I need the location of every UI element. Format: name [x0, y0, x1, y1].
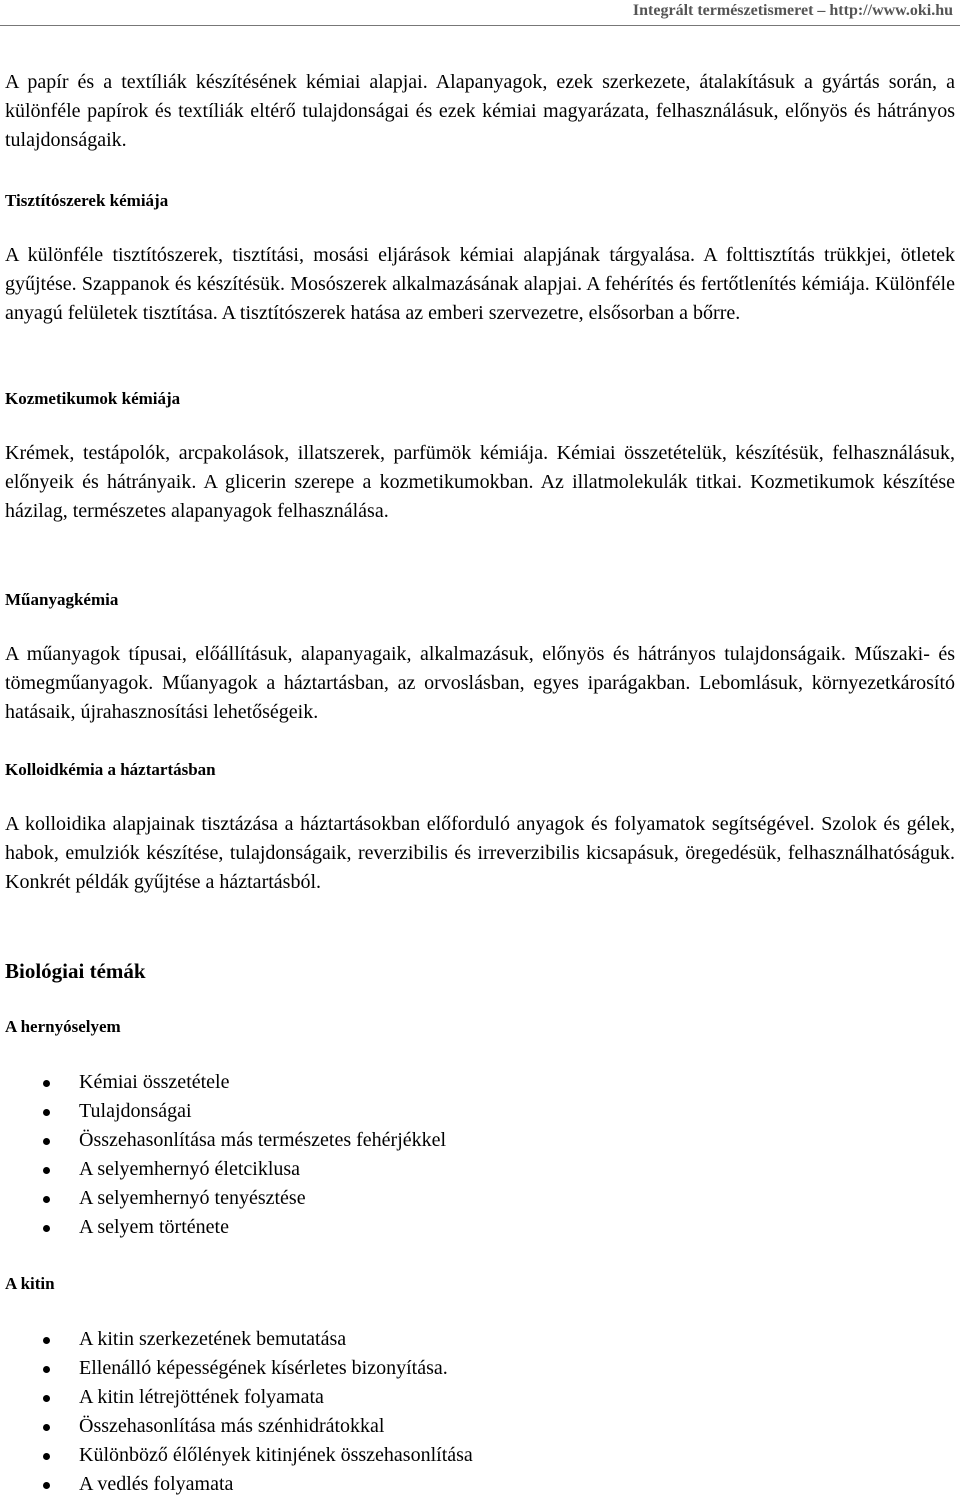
list-item: A selyemhernyó tenyésztése: [5, 1184, 955, 1213]
list-item: Különböző élőlények kitinjének összehasonlítása: [5, 1441, 955, 1470]
page-header: Integrált természetismeret – http://www.oki.hu: [632, 2, 953, 19]
subsection-heading-silk: A hernyóselyem: [5, 1017, 121, 1036]
list-item: A vedlés folyamata: [5, 1470, 955, 1499]
chitin-list: [5, 1325, 955, 1499]
list-item: A kitin szerkezetének bemutatása: [5, 1325, 955, 1354]
subsection-heading-chitin: A kitin: [5, 1274, 55, 1293]
intro-paragraph: A papír és a textíliák készítésének kémiai alapjai. Alapanyagok, ezek szerkezete, átalakításuk a gyártás során, a különféle papírok és textíliák eltérő tulajdonságai és ezek kémiai magyarázata, felhasználásuk, előnyös és hátrányos tulajdonságaik.: [5, 71, 955, 151]
list-item: A kitin létrejöttének folyamata: [5, 1383, 955, 1412]
section-paragraph-colloids: A kolloidika alapjainak tisztázása a háztartásokban előforduló anyagok és folyamatok segítségével. Szolok és gélek, habok, emulziók készítése, tulajdonságaik, reverzibilis és irreverzibilis kicsapásuk, öregedésük, felhasználhatóságuk. Konkrét példák gyűjtése a háztartásból.: [5, 813, 955, 893]
section-heading-plastics: Műanyagkémia: [5, 590, 119, 609]
section-paragraph-cosmetics: Krémek, testápolók, arcpakolások, illatszerek, parfümök kémiája. Kémiai összetételük, készítésük, felhasználásuk, előnyeik és hátrányaik. A glicerin szerepe a kozmetikumokban. Az illatmolekulák titkai. Kozmetikumok készítése házilag, természetes alapanyagok felhasználása.: [5, 442, 955, 522]
list-item: A selyem története: [5, 1213, 955, 1242]
section-heading-colloids: Kolloidkémia a háztartásban: [5, 760, 216, 779]
header-divider: [0, 25, 960, 26]
silk-list: [5, 1068, 955, 1242]
section-paragraph-plastics: A műanyagok típusai, előállításuk, alapanyagaik, alkalmazásuk, előnyös és hátrányos tulajdonságaik. Műszaki- és tömegműanyagok. Műanyagok a háztartásban, az orvoslásban, egyes iparágakban. Lebomlásuk, környezetkárosító hatásaik, újrahasznosítási lehetőségeik.: [5, 643, 955, 723]
list-item: Összehasonlítása más szénhidrátokkal: [5, 1412, 955, 1441]
list-item: Tulajdonságai: [5, 1097, 955, 1126]
section-paragraph-cleaning: A különféle tisztítószerek, tisztítási, mosási eljárások kémiai alapjának tárgyalása. A folttisztítás trükkjei, ötletek gyűjtése. Szappanok és készítésük. Mosószerek alkalmazásának alapjai. A fehérítés és fertőtlenítés kémiája. Különféle anyagú felületek tisztítása. A tisztítószerek hatása az emberi szervezetre, elsősorban a bőrre.: [5, 244, 955, 324]
bio-title: Biológiai témák: [5, 959, 146, 983]
section-heading-cleaning: Tisztítószerek kémiája: [5, 191, 169, 210]
list-item: A selyemhernyó életciklusa: [5, 1155, 955, 1184]
list-item: Összehasonlítása más természetes fehérjékkel: [5, 1126, 955, 1155]
list-item: Ellenálló képességének kísérletes bizonyítása.: [5, 1354, 955, 1383]
section-heading-cosmetics: Kozmetikumok kémiája: [5, 389, 181, 408]
list-item: Kémiai összetétele: [5, 1068, 955, 1097]
